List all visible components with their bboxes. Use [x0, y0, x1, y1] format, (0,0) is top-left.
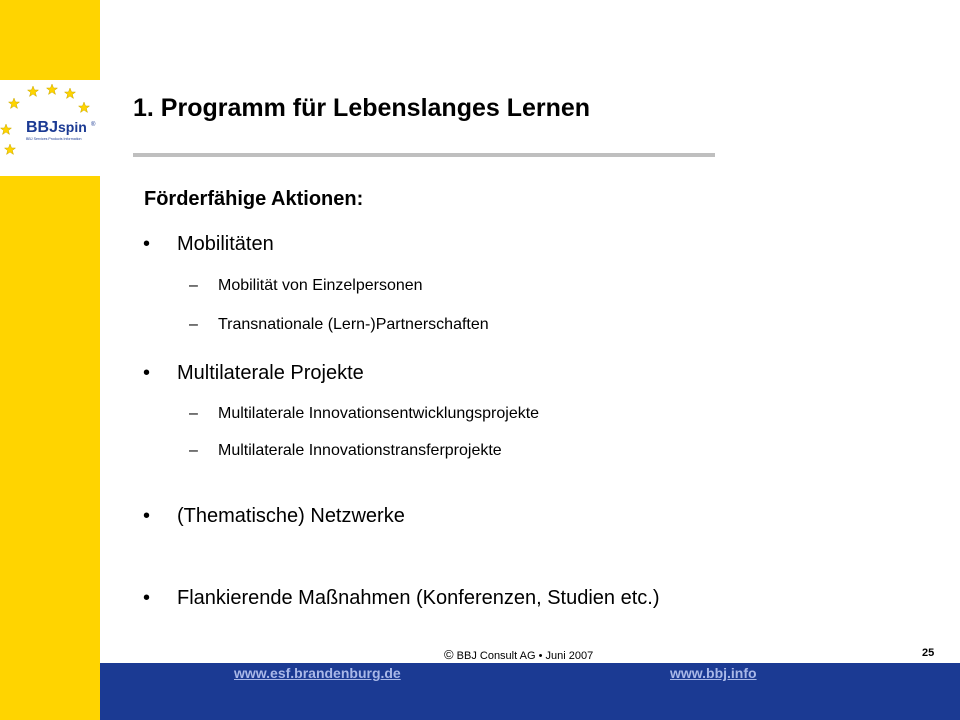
dash-icon: –: [189, 442, 198, 459]
left-accent-band-top: [0, 0, 100, 80]
title-underline: [133, 153, 715, 157]
page-number: 25: [922, 647, 935, 659]
link-bbj-info[interactable]: www.bbj.info: [670, 665, 757, 681]
dash-icon: –: [189, 277, 198, 294]
copyright-text: BBJ Consult AG • Juni 2007: [453, 650, 594, 662]
bullet-label: Multilaterale Projekte: [177, 362, 364, 384]
bullet-icon: •: [143, 587, 151, 609]
bullet-icon: •: [143, 233, 151, 255]
bullet-item-netzwerke: [143, 505, 405, 528]
bullet-item-flankierende-massnahmen: [143, 587, 660, 610]
logo-star-icon: [65, 88, 76, 99]
logo-star-icon: [9, 98, 20, 109]
copyright-icon: ©: [444, 647, 454, 662]
bullet-item-multilaterale-projekte: [143, 362, 364, 385]
bullet-icon: •: [143, 505, 151, 527]
logo-star-icon: [1, 124, 12, 135]
bullet-label: Mobilitäten: [177, 233, 274, 255]
subitem-label: Multilaterale Innovationstransferprojekte: [218, 442, 502, 459]
logo-star-icon: [5, 144, 16, 155]
bullet-item-mobilitaeten: [143, 233, 274, 256]
svg-text:BBJ: BBJ: [26, 119, 59, 136]
copyright-notice: [444, 647, 593, 662]
subitem: [189, 405, 539, 423]
subitem-label: Transnationale (Lern-)Partnerschaften: [218, 316, 489, 333]
bullet-label: Flankierende Maßnahmen (Konferenzen, Studien etc.): [177, 587, 660, 609]
logo-star-icon: [47, 84, 58, 95]
subitem: [189, 442, 502, 460]
dash-icon: –: [189, 316, 198, 333]
bullet-label: (Thematische) Netzwerke: [177, 505, 405, 527]
svg-text:spin: spin: [58, 119, 87, 135]
bullet-icon: •: [143, 362, 151, 384]
logo-star-icon: [28, 86, 39, 97]
bbjspin-logo: [0, 80, 100, 176]
dash-icon: –: [189, 405, 198, 422]
left-accent-band-bottom: [0, 176, 100, 720]
link-esf-brandenburg[interactable]: www.esf.brandenburg.de: [234, 665, 401, 681]
subitem: [189, 316, 489, 334]
svg-text:BBJ Services Products Informat: BBJ Services Products Information: [26, 137, 82, 141]
subitem-label: Multilaterale Innovationsentwicklungsprojekte: [218, 405, 540, 422]
section-heading: Förderfähige Aktionen:: [144, 188, 364, 210]
subitem-label: Mobilität von Einzelpersonen: [218, 277, 423, 294]
footer-bar: [100, 663, 960, 720]
slide-title: 1. Programm für Lebenslanges Lernen: [133, 94, 591, 122]
svg-text:®: ®: [91, 122, 96, 128]
logo-star-icon: [79, 102, 90, 113]
subitem: [189, 277, 423, 295]
